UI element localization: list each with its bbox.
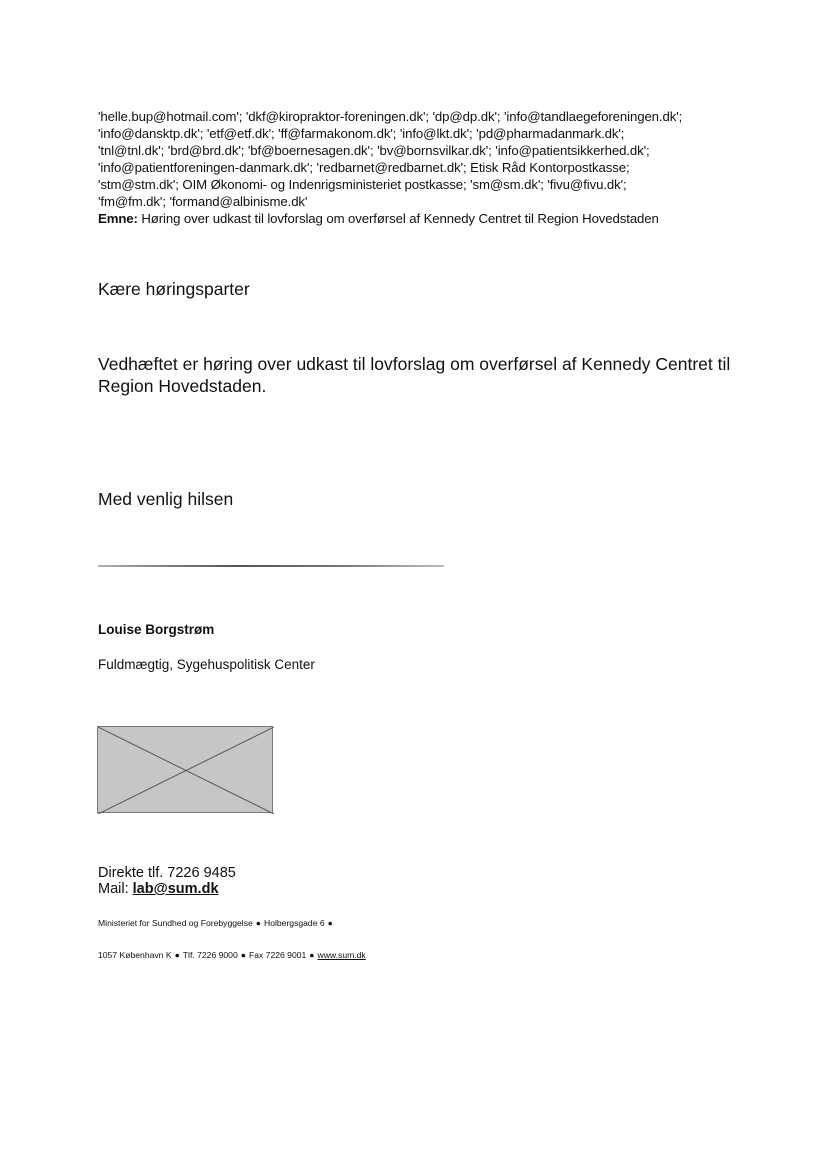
missing-image-placeholder xyxy=(97,726,273,813)
bullet-icon: ● xyxy=(327,918,333,928)
direct-phone: Direkte tlf. 7226 9485 xyxy=(98,865,236,881)
mail-line xyxy=(98,881,236,897)
broken-image-icon xyxy=(98,727,274,814)
footer-ministry: Ministeriet for Sundhed og Forebyggelse xyxy=(98,918,253,928)
closing: Med venlig hilsen xyxy=(98,489,234,509)
recipient-line: 'stm@stm.dk'; OIM Økonomi- og Indenrigsministeriet postkasse; 'sm@sm.dk'; 'fivu@fivu.dk'; xyxy=(98,177,627,192)
subject-line xyxy=(98,210,758,227)
footer-address: Holbergsgade 6 xyxy=(263,918,325,928)
footer-line-2 xyxy=(98,950,366,960)
recipient-line: 'helle.bup@hotmail.com'; 'dkf@kiropraktor-foreningen.dk'; 'dp@dp.dk'; 'info@tandlaegeforeningen.dk'; xyxy=(98,109,683,124)
footer-phone: Tlf. 7226 9000 xyxy=(182,950,238,960)
contact-block xyxy=(98,865,236,897)
bullet-icon: ● xyxy=(255,918,261,928)
letter-body: Vedhæftet er høring over udkast til lovforslag om overførsel af Kennedy Centret til Region Hovedstaden. xyxy=(98,354,731,396)
signer-title: Fuldmægtig, Sygehuspolitisk Center xyxy=(98,657,315,672)
greeting: Kære høringsparter xyxy=(98,279,250,299)
signer-name: Louise Borgstrøm xyxy=(98,622,215,637)
footer-city: 1057 København K xyxy=(98,950,172,960)
mail-link[interactable]: lab@sum.dk xyxy=(132,881,219,897)
footer-fax: Fax 7226 9001 xyxy=(248,950,307,960)
recipient-line: 'fm@fm.dk'; 'formand@albinisme.dk' xyxy=(98,194,308,209)
bullet-icon: ● xyxy=(309,950,315,960)
signature-divider xyxy=(98,565,444,567)
mail-label: Mail: xyxy=(98,881,133,897)
footer-line-1 xyxy=(98,918,336,928)
recipient-line: 'tnl@tnl.dk'; 'brd@brd.dk'; 'bf@boernesagen.dk'; 'bv@bornsvilkar.dk'; 'info@patientsikkerhed.dk'; xyxy=(98,143,650,158)
bullet-icon: ● xyxy=(240,950,246,960)
footer-web-link[interactable]: www.sum.dk xyxy=(317,950,366,960)
bullet-icon: ● xyxy=(174,950,180,960)
recipient-line: 'info@patientforeningen-danmark.dk'; 'redbarnet@redbarnet.dk'; Etisk Råd Kontorpostkasse; xyxy=(98,160,630,175)
subject-text: Høring over udkast til lovforslag om overførsel af Kennedy Centret til Region Hovedstaden xyxy=(137,211,659,226)
subject-label: Emne: xyxy=(98,211,138,226)
recipient-line: 'info@dansktp.dk'; 'etf@etf.dk'; 'ff@farmakonom.dk'; 'info@lkt.dk'; 'pd@pharmadanmark.dk'; xyxy=(98,126,625,141)
email-header xyxy=(98,108,758,227)
